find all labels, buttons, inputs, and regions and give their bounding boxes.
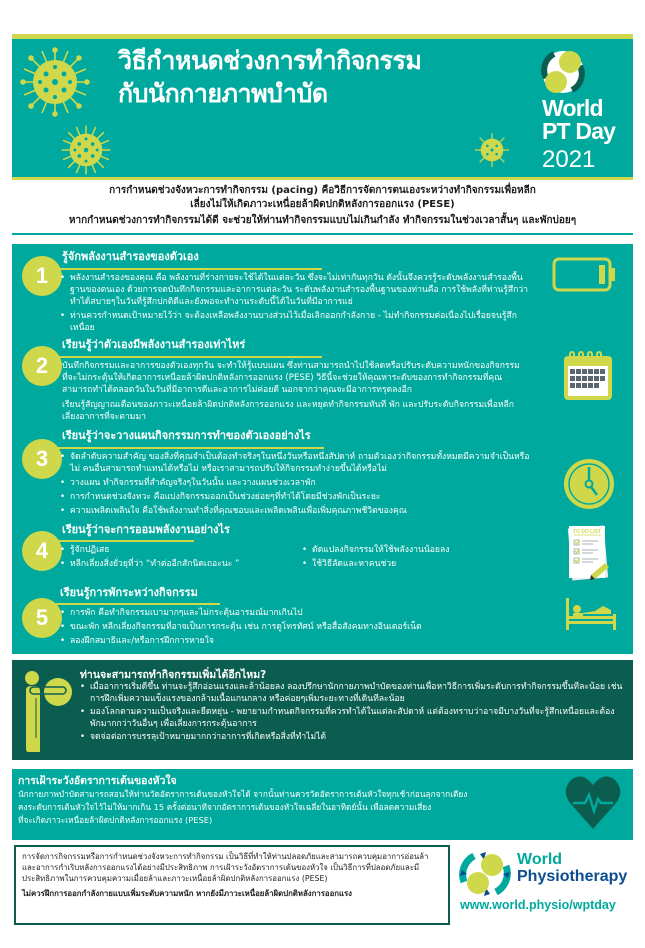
battery-icon [552, 257, 617, 292]
more-activity-list [80, 682, 625, 746]
bullet-item: • เมื่ออาการเริ่มดีขึ้น ท่านจะรู้สึกอ่อนแรงและล้าน้อยลง ลองปรึกษานักกายภาพบำบัดของท่านเพื่อหาวิธีการเพิ่มระดับการทำกิจกรรมขึ้นทีละน้อย เช่น การฝึกเพิ่มความแข็งแรงของกล้ามเนื้อแกนกลาง หรือค่อยๆเพิ่มระยะทางที่เดินทีละน้อย [80, 682, 625, 705]
step-number-badge: 1 [22, 256, 62, 296]
todo-list-icon [565, 523, 611, 585]
heart-rate-text: นักกายภาพบำบัดสามารถสอนให้ท่านวัดอัตราการเต้นของหัวใจได้ จากนั้นท่านควรวัดอัตราการเต้นหัวใจทุกเช้าก่อนลุกจากเตียง [18, 789, 468, 799]
divider [12, 177, 633, 180]
bullet-item: • ขณะพัก หลีกเลี่ยงกิจกรรมที่อาจเป็นการกระตุ้น เช่น การดูโทรทัศน์ หรือสื่อสังคมทางอินเตอร์เน็ต [60, 621, 530, 633]
world-pt-day-wordmark [542, 97, 615, 143]
step-number-badge: 3 [22, 439, 62, 479]
heart-pulse-icon [565, 773, 621, 831]
clock-icon [562, 457, 616, 511]
divider [54, 540, 194, 542]
step-title: รู้จักพลังงานสำรองของตัวเอง [62, 250, 199, 263]
logo-year: 2021 [542, 146, 596, 173]
step-body [62, 360, 524, 426]
bullet-item: • วางแผน ทำกิจกรรมที่สำคัญจริงๆในวันนั้น และวางแผนช่วงเวลาพัก [60, 477, 530, 489]
bullet-item: • ใช้วิธีลัดและหาคนช่วย [302, 558, 530, 570]
heart-rate-panel [12, 769, 633, 837]
logo-text-world: World [542, 95, 603, 121]
step-number-badge: 2 [22, 346, 62, 386]
step-body [60, 451, 530, 519]
step-body [60, 607, 530, 649]
steps-panel [12, 244, 633, 654]
heart-rate-text: ที่จะเกิดภาวะเหนื่อยล้าผิดปกติหลังการออกแรง (PESE) [18, 815, 213, 825]
bullet-item: • มองโลกตามความเป็นจริงและยืดหยุ่น - พยายามกำหนดกิจกรรมที่ควรทำได้ในแต่ละสัปดาห์ แต่ต้องทราบว่าอาจมีบางวันที่จะรู้สึกเหนื่อยและต้องพักมากกว่าวันอื่นๆ เพื่อเลี่ยงการกระตุ้นอาการ [80, 707, 625, 730]
bullet-item: • จดจ่อต่อการบรรลุเป้าหมายมากกว่าอาการที่เกิดหรือสิ่งที่ทำไม่ได้ [80, 732, 625, 744]
bullet-item: • ท่านควรกำหนดเป้าหมายไว้ว่า จะต้องเหลือพลังงานบางส่วนไว้เมื่อเลิกออกกำลังกาย - ไม่ทำกิจกรรมต่อเนื่องไปเรื่อยจนรู้สึกเหนื่อย [60, 310, 528, 334]
virus-icon [60, 124, 112, 176]
heart-rate-title: การเฝ้าระวังอัตราการเต้นของหัวใจ [18, 775, 177, 787]
page-title [118, 44, 421, 110]
intro-text [12, 184, 633, 228]
virus-icon [474, 132, 510, 168]
disclaimer-text: การจัดการกิจกรรมหรือการกำหนดช่วงจังหวะการทำกิจกรรม เป็นวิธีที่ทำให้ท่านปลอดภัยและสามารถควบคุมอาการอ่อนล้าและอาการกำเริบหลังการออกแรงได้อย่างมีประสิทธิภาพ การเฝ้าระวังอัตราการเต้นของหัวใจ เป็นวิธีการที่ปลอดภัยและมีประสิทธิภาพในการควบคุมความเมื่อยล้าและภาวะเหนื่อยล้าผิดปกติหลังการออกแรง (PESE) [22, 852, 429, 883]
step-body [60, 544, 530, 572]
step-title: เรียนรู้ว่าจะการออมพลังงานอย่างไร [62, 523, 230, 536]
website-link[interactable]: www.world.physio/wptday [460, 898, 616, 912]
disclaimer-box [14, 845, 450, 925]
bullet-item: • ลองฝึกสมาธิและ/หรือการฝึกการหายใจ [60, 635, 530, 647]
bullet-item: • ดัดแปลงกิจกรรมให้ใช้พลังงานน้อยลง [302, 544, 530, 556]
logo-text-pt-day: PT Day [542, 118, 616, 144]
world-pt-day-logo-icon [540, 48, 586, 96]
heart-rate-text: คงระดับการเต้นหัวใจไว้ไม่ให้มากเกิน 15 ครั้งต่อนาทีจากอัตราการเต้นของหัวใจเฉลี่ยในอาทิตย์นั้น เพื่อลดความเสี่ยง [18, 802, 432, 812]
svg-text:TO DO LIST: TO DO LIST [573, 529, 601, 535]
bullet-item: • การพัก คือทำกิจกรรมเบามากๆและไม่กระตุ้นอารมณ์มากเกินไป [60, 607, 530, 619]
world-physiotherapy-wordmark [517, 851, 627, 885]
divider [54, 447, 324, 449]
divider [12, 233, 633, 235]
more-activity-title: ท่านจะสามารถทำกิจกรรมเพิ่มได้อีกไหม? [80, 669, 267, 681]
person-stop-icon [22, 668, 74, 756]
divider [54, 603, 220, 605]
bullet-item: • จัดลำดับความสำคัญ ของสิ่งที่คุณจำเป็นต้องทำจริงๆในหนึ่งวันหรือหนึ่งสัปดาห์ ถามตัวเองว่ากิจกรรมทั้งหมดมีความจำเป็นหรือไม่ คนอื่นสามารถทำแทนได้หรือไม่ หรือเราสามารถปรับให้กิจกรรมทำง่ายขึ้นได้หรือไม่ [60, 451, 530, 475]
title-line-1: วิธีกำหนดช่วงการทำกิจกรรม [118, 46, 422, 75]
bullet-item: • หลีกเลี่ยงสิ่งยั่วยุที่ว่า “ทำต่ออีกสักนิดเถอะนะ ” [60, 558, 288, 570]
bed-rest-icon [565, 596, 617, 632]
intro-line-1: การกำหนดช่วงจังหวะการทำกิจกรรม (pacing) คือวิธีการจัดการตนเองระหว่างทำกิจกรรมเพื่อหลีก [109, 185, 536, 196]
intro-line-2: เลี่ยงไม่ให้เกิดภาวะเหนื่อยล้าผิดปกติหลังการออกแรง (PESE) [190, 199, 455, 210]
divider [54, 356, 322, 358]
step-title: เรียนรู้ว่าตัวเองมีพลังงานสำรองเท่าไหร่ [62, 338, 246, 351]
warning-text: ไม่ควรฝึกการออกกำลังกายแบบเพิ่มระดับความหนัก หากยังมีภาวะเหนื่อยล้าผิดปกติหลังการออกแรง [22, 889, 352, 898]
intro-line-3: หากกำหนดช่วงการทำกิจกรรมได้ดี จะช่วยให้ท่านทำกิจกรรมแบบไม่เกินกำลัง ทำกิจกรรมในช่วงเวลาสั้นๆ และพักบ่อยๆ [68, 215, 577, 226]
bullet-item: • ความเพลิดเพลินใจ คือใช้พลังงานทำสิ่งที่คุณชอบและเพลิดเพลินเพื่อเพิ่มคุณภาพชีวิตของคุณ [60, 505, 530, 517]
title-line-2: กับนักกายภาพบำบัด [118, 79, 328, 108]
step-title: เรียนรู้การพักระหว่างกิจกรรม [60, 586, 198, 599]
step-number-badge: 5 [22, 598, 62, 638]
divider [12, 837, 633, 840]
step-number-badge: 4 [22, 531, 62, 571]
step-paragraph: บันทึกกิจกรรมและอาการของตัวเองทุกวัน จะทำให้รู้แบบแผน ซึ่งท่านสามารถนำไปใช้ลดหรือปรับระดับความหนักของกิจกรรมที่จะไม่กระตุ้นให้เกิดอาการเหนื่อยล้าผิดปกติหลังการออกแรง (PESE) วิธีนี้จะช่วยให้คุณหาระดับของการทำกิจกรรมที่คุณสามารถทำได้ตลอดวันในวันที่มีอาการดีและอาการไม่ค่อยดี นอกจากว่าคุณจะมีอาการทรุดลงอีก [62, 361, 520, 395]
virus-icon [20, 47, 90, 117]
divider [54, 268, 322, 270]
heart-rate-body [18, 788, 538, 827]
step-body [60, 272, 528, 336]
step-title: เรียนรู้ว่าจะวางแผนกิจกรรมการทำของตัวเองอย่างไร [62, 429, 311, 442]
world-physiotherapy-logo-icon [458, 850, 512, 898]
step-paragraph: เรียนรู้สัญญาณเตือนของภาวะเหนื่อยล้าผิดปกติหลังการออกแรง และหยุดทำกิจกรรมทันที พัก และปรับระดับกิจกรรมเพื่อหลีกเลี่ยงอาการที่จะตามมา [62, 400, 515, 422]
org-name-line-2: Physiotherapy [517, 868, 628, 885]
calendar-icon [562, 350, 614, 402]
org-name-line-1: World [517, 851, 563, 868]
bullet-item: • การกำหนดช่วงจังหวะ คือแบ่งกิจกรรมออกเป็นช่วงย่อยๆที่ทำได้โดยมีช่วงพักเป็นระยะ [60, 491, 530, 503]
more-activity-panel [12, 660, 633, 760]
bullet-item: • รู้จักปฏิเสธ [60, 544, 288, 556]
bullet-item: • พลังงานสำรองของคุณ คือ พลังงานที่ร่างกายจะใช้ได้ในแต่ละวัน ซึ่งจะไม่เท่ากันทุกวัน ดังนั้นจึงควรรู้ระดับพลังงานสำรองพื้นฐานของตนเอง ด้วยการจดบันทึกกิจกรรมและอาการแต่ละวัน ระดับพลังงานสำรองพื้นฐานของท่านคือ การใช้พลังที่ท่านรู้สึกว่าทำได้สบายๆในวันที่รู้สึกปกติดีและยังพอจะทำงานระดับนี้ได้ในวันที่มีอาการแย่ [60, 272, 528, 308]
